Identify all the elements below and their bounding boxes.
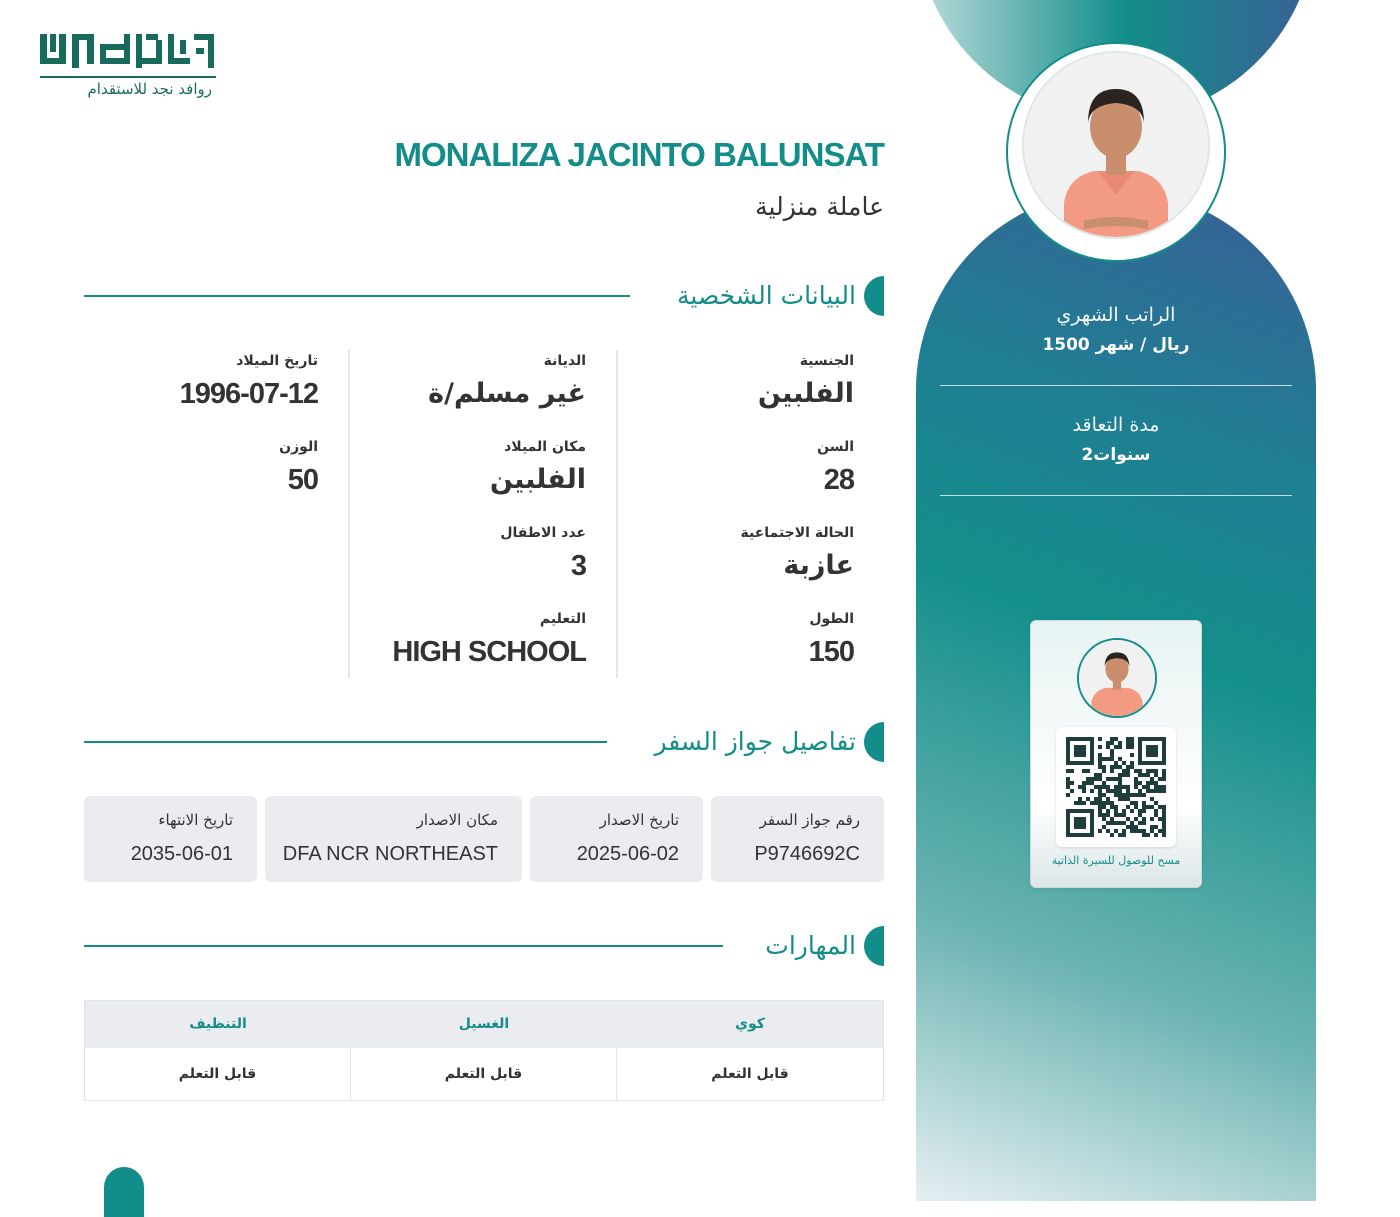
field-value: 28	[823, 464, 854, 496]
qr-caption: مسح للوصول للسيرة الذاتية	[1051, 854, 1181, 867]
contract-block	[940, 410, 1292, 496]
field-value: 2035-06-01	[130, 843, 233, 865]
passport-issue-place-card	[265, 796, 522, 882]
section-marker	[864, 276, 884, 316]
personal-column	[618, 350, 884, 678]
field-value: 1996-07-12	[179, 378, 318, 410]
contract-value: 2سنوات	[1081, 445, 1151, 465]
section-divider	[84, 741, 607, 743]
section-skills-header	[84, 926, 884, 968]
skill-name: كوي	[735, 1016, 765, 1032]
field-religion	[428, 350, 586, 416]
field-value: عازبة	[783, 550, 854, 581]
field-value: P9746692C	[754, 843, 860, 865]
personal-column	[84, 350, 350, 678]
field-label: تاريخ الاصدار	[599, 811, 679, 829]
field-label: الوزن	[279, 439, 318, 455]
skill-level: قابل التعلم	[711, 1066, 789, 1082]
qr-code[interactable]	[1056, 727, 1176, 847]
field-value: HIGH SCHOOL	[392, 636, 586, 668]
company-logo	[40, 30, 216, 106]
qr-code-icon	[1066, 737, 1166, 837]
personal-column	[352, 350, 618, 678]
field-value: 150	[808, 636, 854, 668]
passport-expiry-card	[84, 796, 257, 882]
salary-value: 1500 ريال / شهر	[1042, 335, 1190, 355]
skill-name: الغسيل	[458, 1016, 510, 1032]
field-label: الحالة الاجتماعية	[740, 525, 854, 541]
field-value: 3	[570, 550, 586, 582]
field-marital-status	[741, 522, 854, 588]
page-footer-marker	[104, 1167, 144, 1217]
section-title: المهارات	[765, 931, 856, 960]
personal-data-grid	[84, 350, 884, 678]
profile-photo	[1022, 51, 1210, 239]
field-value: 50	[287, 464, 318, 496]
field-label: عدد الاطفال	[500, 525, 586, 541]
section-marker	[864, 926, 884, 966]
profile-photo-frame	[1006, 42, 1226, 262]
field-label: مكان الميلاد	[504, 439, 586, 455]
field-label: الطول	[809, 611, 854, 627]
field-label: مكان الاصدار	[416, 811, 498, 829]
section-title: تفاصيل جواز السفر	[654, 727, 856, 756]
field-label: رقم جواز السفر	[759, 811, 860, 829]
field-value: 2025-06-02	[576, 843, 679, 865]
qr-card-photo	[1077, 638, 1157, 718]
person-avatar-icon	[1079, 640, 1155, 716]
field-birth-place	[490, 436, 586, 502]
field-birth-date	[180, 350, 318, 416]
field-weight	[279, 436, 318, 502]
field-value: الفلبين	[757, 378, 854, 409]
field-education	[392, 608, 586, 674]
passport-number-card	[711, 796, 884, 882]
skill-level: قابل التعلم	[351, 1048, 617, 1101]
field-value: غير مسلم/ة	[428, 378, 586, 409]
field-label: التعليم	[539, 611, 586, 627]
section-passport-header	[84, 722, 884, 764]
field-nationality	[758, 350, 854, 416]
field-label: تاريخ الميلاد	[236, 353, 318, 369]
passport-issue-date-card	[530, 796, 703, 882]
field-label: الديانة	[543, 353, 586, 369]
field-label: تاريخ الانتهاء	[158, 811, 233, 829]
field-height	[809, 608, 854, 674]
field-label: السن	[817, 439, 854, 455]
section-divider	[84, 945, 723, 947]
job-title: عاملة منزلية	[755, 192, 884, 221]
section-marker	[864, 722, 884, 762]
section-divider	[84, 295, 630, 297]
contract-label: مدة التعاقد	[1072, 414, 1160, 436]
field-value: الفلبين	[489, 464, 586, 495]
section-title: البيانات الشخصية	[677, 281, 856, 310]
field-value: DFA NCR NORTHEAST	[282, 843, 498, 865]
person-avatar-icon	[1024, 53, 1208, 237]
qr-card[interactable]	[1030, 620, 1202, 888]
field-children	[500, 522, 586, 588]
logo-divider	[40, 76, 216, 78]
logo-text: روافد نجد للاستقدام	[87, 80, 212, 98]
skill-name: التنظيف	[189, 1016, 247, 1032]
salary-block	[940, 300, 1292, 386]
skill-level: قابل التعلم	[85, 1048, 351, 1101]
salary-label: الراتب الشهري	[1056, 304, 1176, 326]
skills-table	[84, 1000, 884, 1101]
candidate-name: MONALIZA JACINTO BALUNSAT	[394, 136, 884, 173]
field-age	[817, 436, 854, 502]
logo-mark-icon	[40, 30, 214, 74]
field-label: الجنسية	[799, 353, 854, 369]
section-personal-header	[84, 276, 884, 318]
